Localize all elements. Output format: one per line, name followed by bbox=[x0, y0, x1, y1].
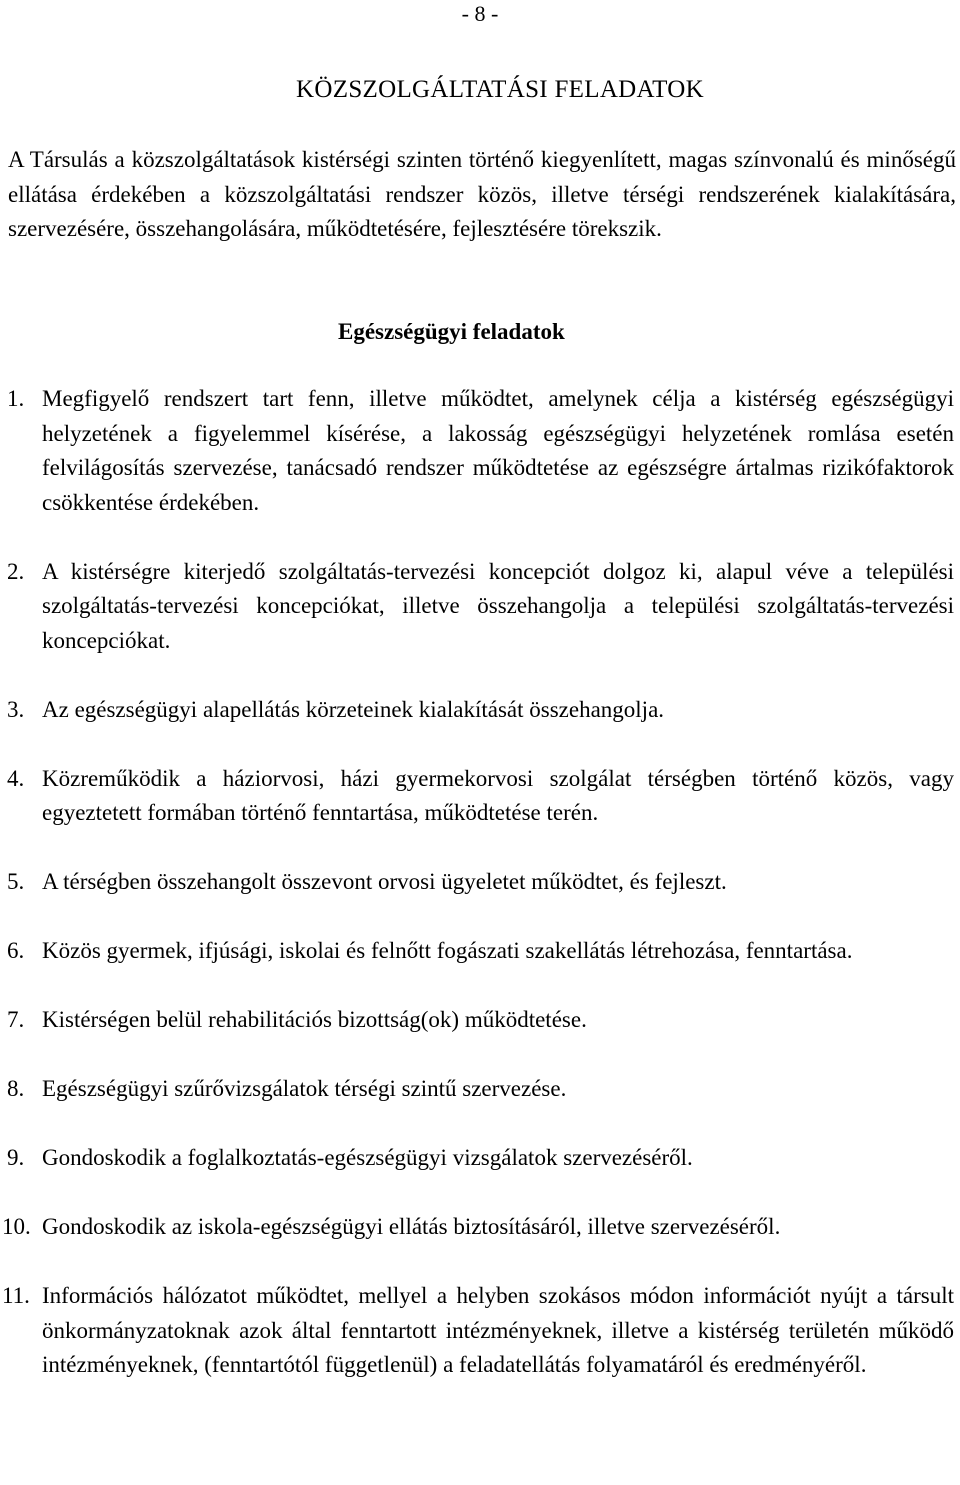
list-item-number: 3. bbox=[7, 696, 25, 722]
list-item-text: Gondoskodik a foglalkoztatás-egészségügyi vizsgálatok szervezéséről. bbox=[42, 1145, 693, 1170]
list-item-text: Kistérségen belül rehabilitációs bizottság(ok) működtetése. bbox=[42, 1007, 587, 1032]
list-item-text: A kistérségre kiterjedő szolgáltatás-tervezési koncepciót dolgoz ki, alapul véve a települési szolgáltatás-tervezési koncepciókat, illetve összehangolja a települési szolgáltatás-tervezési koncepciókat. bbox=[42, 558, 954, 653]
list-item-number: 1. bbox=[7, 386, 25, 411]
list-item-number: 7. bbox=[7, 1007, 25, 1032]
list-item-text: Információs hálózatot működtet, mellyel a helyben szokásos módon információt nyújt a társult önkormányzatoknak azok által fenntartott intézményeknek, illetve a kistérség területén működő intézményeknek, (fenntartótól függetlenül) a feladatellátás folyamatáról és eredményéről. bbox=[42, 1283, 954, 1377]
list-item-text: Az egészségügyi alapellátás körzeteinek kialakítását összehangolja. bbox=[42, 696, 665, 722]
task-list bbox=[0, 382, 960, 1417]
list-item-number: 6. bbox=[7, 938, 25, 963]
list-item-text: Közös gyermek, ifjúsági, iskolai és felnőtt fogászati szakellátás létrehozása, fenntartása. bbox=[42, 938, 853, 963]
list-item bbox=[0, 382, 954, 520]
subsection-title: Egészségügyi feladatok bbox=[338, 319, 565, 344]
list-item-number: 4. bbox=[7, 765, 25, 791]
list-item bbox=[0, 934, 954, 969]
list-item bbox=[0, 762, 954, 831]
list-item-number: 9. bbox=[7, 1145, 25, 1170]
page-number: - 8 - bbox=[461, 1, 499, 26]
list-item bbox=[0, 1210, 954, 1245]
list-item-text: Közreműködik a háziorvosi, házi gyermekorvosi szolgálat térségben történő közös, vagy egyeztetett formában történő fenntartása, működtetése terén. bbox=[42, 765, 954, 825]
list-item bbox=[0, 693, 954, 728]
list-item-text: Megfigyelő rendszert tart fenn, illetve működtet, amelynek célja a kistérség egészségügyi helyzetének a figyelemmel kísérése, a lakosság egészségügyi helyzetének romlása esetén felvilágosítás szervezése, tanácsadó rendszer működtetése az egészségre ártalmas rizikófaktorok csökkentése érdekében. bbox=[42, 386, 954, 515]
list-item-text: A térségben összehangolt összevont orvosi ügyeletet működtet, és fejleszt. bbox=[42, 869, 727, 894]
list-item bbox=[0, 1279, 954, 1383]
list-item-text: Egészségügyi szűrővizsgálatok térségi szintű szervezése. bbox=[42, 1076, 567, 1101]
list-item-number: 5. bbox=[7, 869, 25, 894]
section-heading: KÖZSZOLGÁLTATÁSI FELADATOK bbox=[296, 76, 704, 103]
list-item bbox=[0, 1141, 954, 1176]
list-item-number: 10. bbox=[2, 1214, 31, 1239]
list-item bbox=[0, 1003, 954, 1038]
list-item bbox=[0, 1072, 954, 1107]
intro-paragraph: A Társulás a közszolgáltatások kistérségi szinten történő kiegyenlített, magas színvonalú és minőségű ellátása érdekében a közszolgáltatási rendszer közös, illetve térségi rendszerének kialakítására, szervezésére, összehangolására, működtetésére, fejlesztésére törekszik. bbox=[8, 147, 956, 241]
list-item-number: 11. bbox=[2, 1283, 30, 1308]
list-item-number: 8. bbox=[7, 1076, 25, 1101]
list-item-text: Gondoskodik az iskola-egészségügyi ellátás biztosításáról, illetve szervezéséről. bbox=[42, 1214, 781, 1239]
list-item bbox=[0, 555, 954, 659]
list-item bbox=[0, 865, 954, 900]
list-item-number: 2. bbox=[7, 558, 25, 584]
